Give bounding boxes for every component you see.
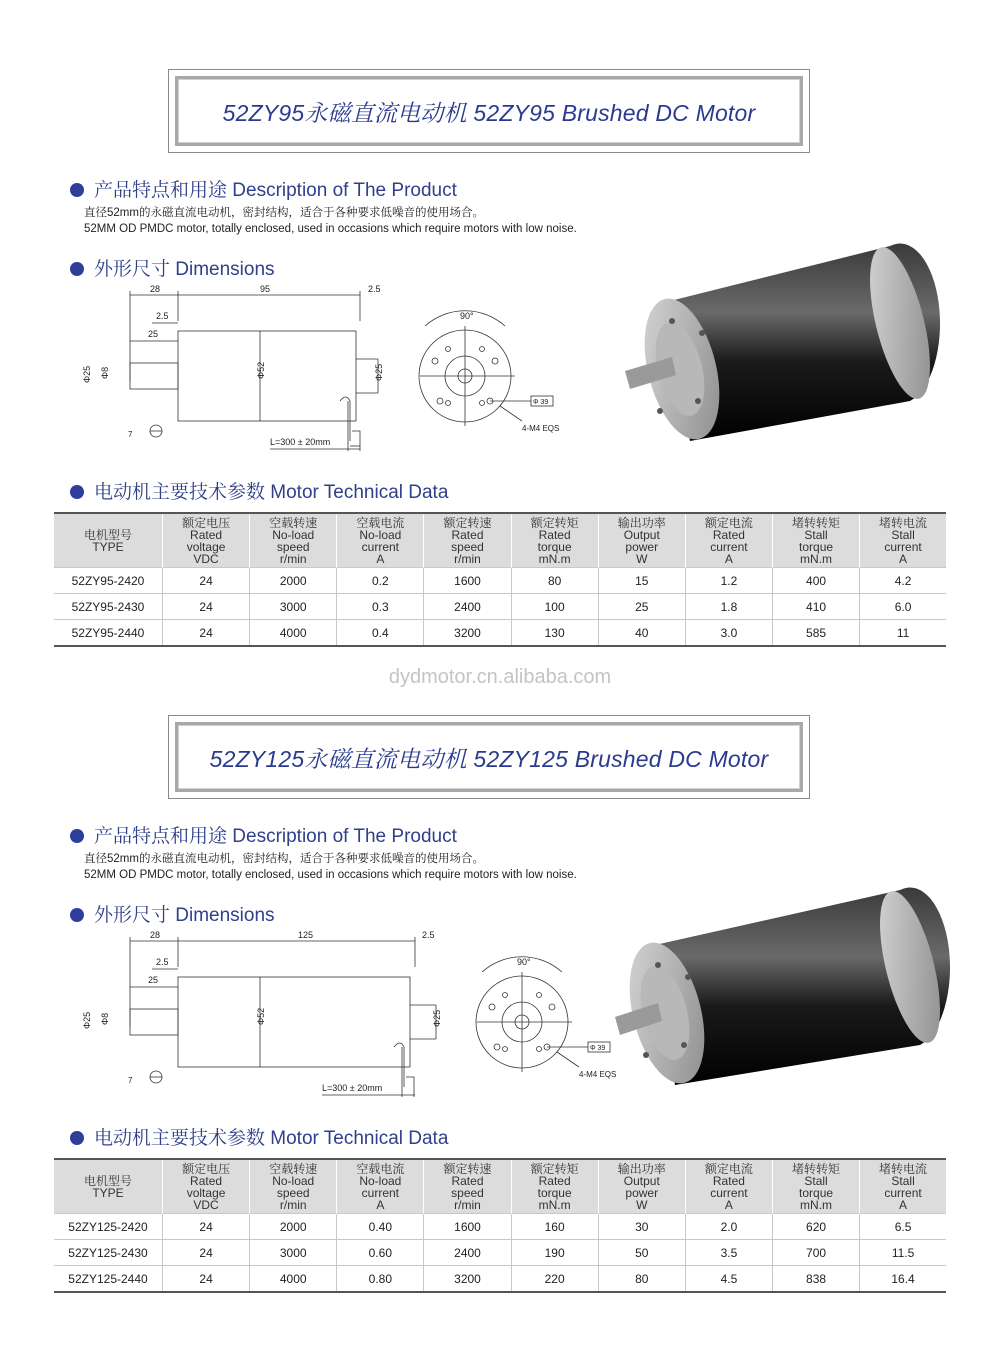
value-cell: 24 (163, 568, 250, 594)
header-type: 电机型号 TYPE (54, 513, 163, 568)
value-cell: 0.3 (337, 594, 424, 620)
value-cell: 0.40 (337, 1214, 424, 1240)
section-title: 52ZY125永磁直流电动机 52ZY125 Brushed DC Motor (209, 745, 769, 772)
watermark: dydmotor.cn.alibaba.com (388, 666, 612, 688)
product-section-52zy95 (0, 69, 1000, 709)
description-en: 52MM OD PMDC motor, totally enclosed, used in occasions which require motors with low noise. (84, 869, 577, 881)
bullet-icon (70, 1131, 84, 1145)
value-cell: 3.5 (685, 1240, 772, 1266)
header-col: 堵转转矩 Stall torque mN.m (772, 513, 859, 568)
model-cell: 52ZY95-2420 (54, 568, 163, 594)
value-cell: 3200 (424, 620, 511, 647)
value-cell: 30 (598, 1214, 685, 1240)
header-col: 空载转速 No-load speed r/min (250, 513, 337, 568)
dim-body-length: 95 (260, 284, 271, 294)
value-cell: 6.0 (860, 594, 946, 620)
value-cell: 25 (598, 594, 685, 620)
header-col: 额定转矩 Rated torque mN.m (511, 513, 598, 568)
value-cell: 11 (860, 620, 946, 647)
section-title-frame (168, 69, 810, 153)
value-cell: 400 (772, 568, 859, 594)
model-cell: 52ZY95-2440 (54, 620, 163, 647)
dim-2-5-top: 2.5 (368, 284, 381, 294)
dimensions-heading: 外形尺寸 Dimensions (70, 254, 275, 281)
header-col: 堵转转矩 Stall torque mN.m (772, 1159, 859, 1214)
description-zh: 直径52mm的永磁直流电动机，密封结构，适合于各种要求低噪音的使用场合。 (84, 853, 484, 865)
header-col: 额定电流 Rated current A (685, 1159, 772, 1214)
value-cell: 2400 (424, 594, 511, 620)
dimension-drawing (60, 927, 620, 1107)
value-cell: 50 (598, 1240, 685, 1266)
value-cell: 4.5 (685, 1266, 772, 1293)
value-cell: 1600 (424, 568, 511, 594)
product-section-52zy125 (0, 715, 1000, 1355)
bullet-icon (70, 183, 84, 197)
bullet-icon (70, 908, 84, 922)
dim-pcd: Φ 39 (590, 1045, 606, 1052)
table-row (54, 1214, 946, 1240)
dim-dia8: Φ8 (100, 366, 110, 379)
value-cell: 100 (511, 594, 598, 620)
value-cell: 6.5 (860, 1214, 946, 1240)
dimensions-heading: 外形尺寸 Dimensions (70, 900, 275, 927)
motor-photo (610, 241, 950, 451)
value-cell: 410 (772, 594, 859, 620)
header-col: 额定电压 Rated voltage VDC (163, 1159, 250, 1214)
model-cell: 52ZY125-2430 (54, 1240, 163, 1266)
bullet-icon (70, 829, 84, 843)
value-cell: 190 (511, 1240, 598, 1266)
value-cell: 3000 (250, 1240, 337, 1266)
technical-data-table (54, 512, 946, 647)
value-cell: 80 (598, 1266, 685, 1293)
bullet-icon (70, 485, 84, 499)
description-heading: 产品特点和用途 Description of The Product (70, 821, 457, 848)
dim-dia8: Φ8 (100, 1012, 110, 1025)
dim-dia52: Φ52 (256, 1007, 266, 1025)
dim-lead-length: L=300 ± 20mm (322, 1083, 383, 1093)
value-cell: 2000 (250, 1214, 337, 1240)
header-col: 堵转电流 Stall current A (860, 1159, 946, 1214)
value-cell: 24 (163, 1266, 250, 1293)
table-row (54, 568, 946, 594)
value-cell: 1.2 (685, 568, 772, 594)
dim-2-5: 2.5 (156, 311, 169, 321)
value-cell: 160 (511, 1214, 598, 1240)
value-cell: 4000 (250, 620, 337, 647)
table-row (54, 594, 946, 620)
value-cell: 2400 (424, 1240, 511, 1266)
dim-2-5: 2.5 (156, 957, 169, 967)
value-cell: 15 (598, 568, 685, 594)
value-cell: 220 (511, 1266, 598, 1293)
header-col: 额定电流 Rated current A (685, 513, 772, 568)
dim-angle: 90° (460, 311, 474, 321)
value-cell: 620 (772, 1214, 859, 1240)
header-col: 额定转矩 Rated torque mN.m (511, 1159, 598, 1214)
value-cell: 80 (511, 568, 598, 594)
value-cell: 0.4 (337, 620, 424, 647)
dim-holes: 4-M4 EQS (579, 1070, 617, 1079)
value-cell: 4000 (250, 1266, 337, 1293)
dim-28: 28 (150, 930, 161, 940)
value-cell: 3200 (424, 1266, 511, 1293)
header-col: 额定转速 Rated speed r/min (424, 1159, 511, 1214)
value-cell: 700 (772, 1240, 859, 1266)
dim-angle: 90° (517, 957, 531, 967)
header-col: 空载电流 No-load current A (337, 1159, 424, 1214)
header-col: 堵转电流 Stall current A (860, 513, 946, 568)
value-cell: 130 (511, 620, 598, 647)
section-title: 52ZY95永磁直流电动机 52ZY95 Brushed DC Motor (222, 99, 756, 126)
dim-dia25-right: Φ25 (432, 1009, 442, 1027)
model-cell: 52ZY125-2440 (54, 1266, 163, 1293)
section-title-frame (168, 715, 810, 799)
dim-dia52: Φ52 (256, 361, 266, 379)
value-cell: 3000 (250, 594, 337, 620)
description-zh: 直径52mm的永磁直流电动机，密封结构，适合于各种要求低噪音的使用场合。 (84, 207, 484, 219)
value-cell: 1600 (424, 1214, 511, 1240)
header-col: 额定转速 Rated speed r/min (424, 513, 511, 568)
header-col: 输出功率 Output power W (598, 513, 685, 568)
table-header-row (54, 513, 946, 568)
value-cell: 24 (163, 1214, 250, 1240)
motor-photo (610, 885, 950, 1095)
table-row (54, 1266, 946, 1293)
dimension-drawing (60, 281, 580, 461)
dim-2-5-top: 2.5 (422, 930, 435, 940)
header-col: 空载电流 No-load current A (337, 513, 424, 568)
header-col: 空载转速 No-load speed r/min (250, 1159, 337, 1214)
value-cell: 1.8 (685, 594, 772, 620)
value-cell: 0.60 (337, 1240, 424, 1266)
table-row (54, 1240, 946, 1266)
value-cell: 24 (163, 1240, 250, 1266)
header-col: 输出功率 Output power W (598, 1159, 685, 1214)
value-cell: 2.0 (685, 1214, 772, 1240)
dim-pcd: Φ 39 (533, 399, 549, 406)
table-row (54, 620, 946, 647)
value-cell: 2000 (250, 568, 337, 594)
value-cell: 838 (772, 1266, 859, 1293)
technical-data-table (54, 1158, 946, 1293)
value-cell: 40 (598, 620, 685, 647)
dim-key: 7 (128, 430, 133, 439)
dim-dia25: Φ25 (82, 365, 92, 383)
value-cell: 24 (163, 594, 250, 620)
description-heading: 产品特点和用途 Description of The Product (70, 175, 457, 202)
dim-body-length: 125 (298, 930, 314, 940)
model-cell: 52ZY125-2420 (54, 1214, 163, 1240)
value-cell: 3.0 (685, 620, 772, 647)
value-cell: 4.2 (860, 568, 946, 594)
value-cell: 11.5 (860, 1240, 946, 1266)
dim-holes: 4-M4 EQS (522, 424, 560, 433)
value-cell: 24 (163, 620, 250, 647)
dim-25: 25 (148, 329, 159, 339)
bullet-icon (70, 262, 84, 276)
technical-data-heading: 电动机主要技术参数 Motor Technical Data (70, 1123, 448, 1150)
value-cell: 0.80 (337, 1266, 424, 1293)
description-en: 52MM OD PMDC motor, totally enclosed, used in occasions which require motors with low noise. (84, 223, 577, 235)
value-cell: 585 (772, 620, 859, 647)
value-cell: 16.4 (860, 1266, 946, 1293)
model-cell: 52ZY95-2430 (54, 594, 163, 620)
table-header-row (54, 1159, 946, 1214)
header-type: 电机型号 TYPE (54, 1159, 163, 1214)
header-col: 额定电压 Rated voltage VDC (163, 513, 250, 568)
dim-lead-length: L=300 ± 20mm (270, 437, 331, 447)
dim-25: 25 (148, 975, 159, 985)
value-cell: 0.2 (337, 568, 424, 594)
dim-dia25: Φ25 (82, 1011, 92, 1029)
technical-data-heading: 电动机主要技术参数 Motor Technical Data (70, 477, 448, 504)
dim-dia25-right: Φ25 (374, 363, 384, 381)
dim-28: 28 (150, 284, 161, 294)
dim-key: 7 (128, 1076, 133, 1085)
